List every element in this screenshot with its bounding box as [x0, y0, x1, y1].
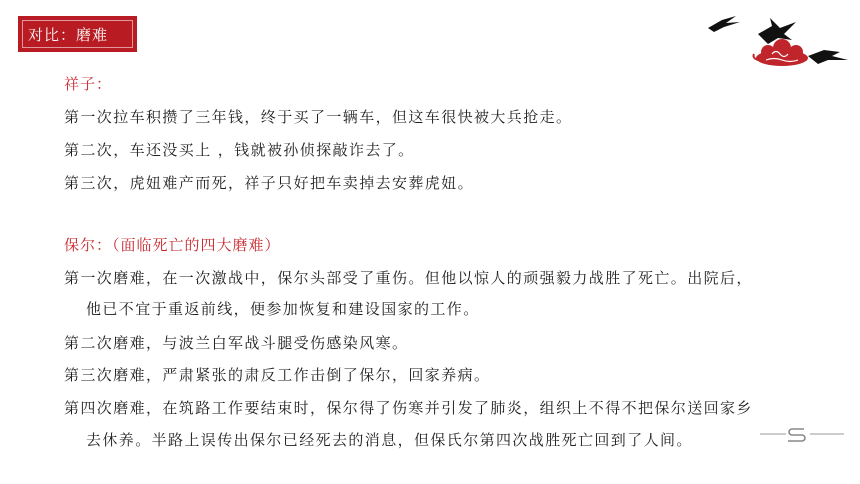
flying-crane-icon: [808, 50, 848, 64]
crane-cloud-decoration: [700, 10, 860, 70]
title-badge: [18, 16, 137, 52]
paul-heading: 保尔：（面临死亡的四大磨难）: [64, 236, 281, 254]
paul-line-4: 第三次磨难，严肃紧张的肃反工作击倒了保尔，回家养病。: [64, 366, 491, 384]
xiangzi-heading: 祥子：: [64, 75, 113, 93]
auspicious-cloud-icon: [754, 39, 809, 66]
flying-crane-icon: [708, 16, 740, 32]
xiangzi-line-3: 第三次，虎妞难产而死，祥子只好把车卖掉去安葬虎妞。: [64, 174, 475, 192]
xiangzi-line-1: 第一次拉车积攒了三年钱，终于买了一辆车，但这车很快被大兵抢走。: [64, 108, 573, 126]
paul-line-5: 第四次磨难，在筑路工作要结束时，保尔得了伤寒并引发了肺炎，组织上不得不把保尔送回家乡: [64, 399, 753, 417]
swirl-ornament-icon: [760, 425, 844, 443]
paul-line-3: 第二次磨难，与波兰白军战斗腿受伤感染风寒。: [64, 334, 409, 352]
flying-crane-icon: [758, 18, 796, 44]
paul-line-1: 第一次磨难，在一次激战中，保尔头部受了重伤。但他以惊人的顽强毅力战胜了死亡。出院后，: [64, 269, 753, 287]
paul-line-2: 他已不宜于重返前线，便参加恢复和建设国家的工作。: [86, 300, 480, 318]
xiangzi-line-2: 第二次，车还没买上 ，钱就被孙侦探敲诈去了。: [64, 141, 415, 159]
badge-label: 对比：磨难: [28, 26, 109, 44]
paul-line-6: 去休养。半路上误传出保尔已经死去的消息，但保氏尔第四次战胜死亡回到了人间。: [86, 431, 693, 449]
